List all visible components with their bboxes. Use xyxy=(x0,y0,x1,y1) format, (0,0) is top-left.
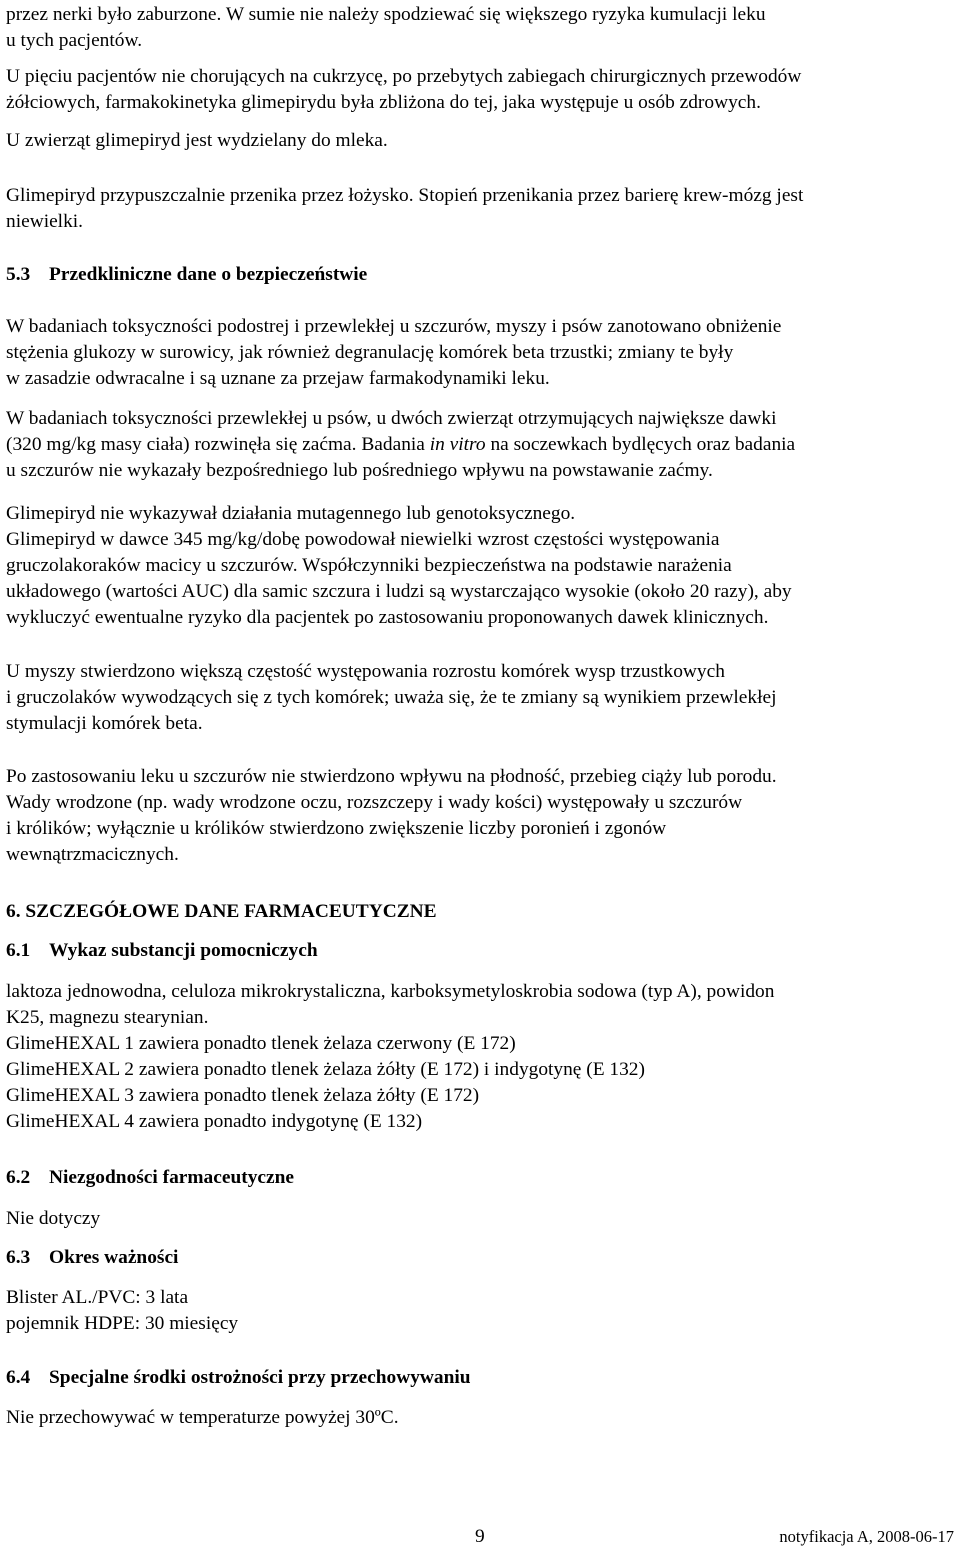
section-6-2-heading xyxy=(6,1165,954,1191)
text-line: stymulacji komórek beta. xyxy=(6,713,203,734)
text-line: stężenia glukozy w surowicy, jak również degranulację komórek beta trzustki; zmiany te były xyxy=(6,342,734,363)
page-number: 9 xyxy=(475,1526,485,1547)
section-6-heading xyxy=(6,899,954,925)
text-line: i gruczolaków wywodzących się z tych komórek; uważa się, że te zmiany są wynikiem przewlekłej xyxy=(6,687,777,708)
section-5-3-heading xyxy=(6,262,954,288)
text-line: niewielki. xyxy=(6,211,84,232)
text-line: Blister AL./PVC: 3 lata xyxy=(6,1287,189,1308)
preclinical-paragraph-2 xyxy=(6,406,954,484)
text-line: Nie dotyczy xyxy=(6,1208,101,1229)
section-number: 6.1 xyxy=(6,940,31,961)
text-line: Po zastosowaniu leku u szczurów nie stwierdzono wpływu na płodność, przebieg ciąży lub porodu. xyxy=(6,766,777,787)
preclinical-paragraph-5 xyxy=(6,764,954,868)
text-line: wykluczyć ewentualne ryzyko dla pacjentek po zastosowaniu proponowanych dawek klinicznych. xyxy=(6,607,769,628)
section-number: 6.3 xyxy=(6,1247,31,1268)
text-line: laktoza jednowodna, celuloza mikrokrystaliczna, karboksymetyloskrobia sodowa (typ A), powidon xyxy=(6,981,775,1002)
section-number: 5.3 xyxy=(6,264,31,285)
storage-text xyxy=(6,1405,954,1431)
section-title: Wykaz substancji pomocniczych xyxy=(49,940,318,961)
text-line: w zasadzie odwracalne i są uznane za przejaw farmakodynamiki leku. xyxy=(6,368,550,389)
placenta-paragraph xyxy=(6,183,954,235)
preclinical-paragraph-3 xyxy=(6,501,954,631)
text-line: U myszy stwierdzono większą częstość występowania rozrostu komórek wysp trzustkowych xyxy=(6,661,725,682)
preclinical-paragraph-1 xyxy=(6,314,954,392)
text-line: wewnątrzmacicznych. xyxy=(6,844,179,865)
text-line: Glimepiryd nie wykazywał działania mutagennego lub genotoksycznego. xyxy=(6,503,576,524)
text-line: u szczurów nie wykazały bezpośredniego lub pośredniego wpływu na powstawanie zaćmy. xyxy=(6,460,713,481)
text-line: U pięciu pacjentów nie chorujących na cukrzycę, po przebytych zabiegach chirurgicznych przewodów xyxy=(6,66,802,87)
text-line: pojemnik HDPE: 30 miesięcy xyxy=(6,1313,239,1334)
section-title: Okres ważności xyxy=(49,1247,179,1268)
text-line: układowego (wartości AUC) dla samic szczura i ludzi są wystarczająco wysokie (około 20 razy), aby xyxy=(6,581,792,602)
section-6-3-heading xyxy=(6,1245,954,1271)
incompatibilities-text xyxy=(6,1206,954,1232)
text-line: u tych pacjentów. xyxy=(6,30,143,51)
section-title: 6. SZCZEGÓŁOWE DANE FARMACEUTYCZNE xyxy=(6,901,437,922)
italic-text: in vitro xyxy=(429,434,486,455)
text-line: W badaniach toksyczności przewlekłej u psów, u dwóch zwierząt otrzymujących największe dawki xyxy=(6,408,777,429)
text-line: przez nerki było zaburzone. W sumie nie należy spodziewać się większego ryzyka kumulacji leku xyxy=(6,4,766,25)
preclinical-paragraph-4 xyxy=(6,659,954,737)
text-line: i królików; wyłącznie u królików stwierdzono zwiększenie liczby poronień i zgonów xyxy=(6,818,667,839)
text-line: K25, magnezu stearynian. xyxy=(6,1007,209,1028)
section-title: Specjalne środki ostrożności przy przechowywaniu xyxy=(49,1367,471,1388)
renal-paragraph xyxy=(6,2,954,54)
footer-note: notyfikacja A, 2008-06-17 xyxy=(779,1527,954,1546)
text-run: (320 mg/kg masy ciała) rozwinęła się zaćma. Badania xyxy=(6,434,430,455)
hepatic-paragraph xyxy=(6,64,954,116)
text-line: Glimepiryd w dawce 345 mg/kg/dobę powodował niewielki wzrost częstości występowania xyxy=(6,529,720,550)
excipients-list xyxy=(6,979,954,1135)
text-line: Nie przechowywać w temperaturze powyżej 30ºC. xyxy=(6,1407,399,1428)
shelf-life-text xyxy=(6,1285,954,1337)
text-line: GlimeHEXAL 3 zawiera ponadto tlenek żelaza żółty (E 172) xyxy=(6,1085,480,1106)
text-run: na soczewkach bydlęcych oraz badania xyxy=(485,434,796,455)
text-line: Wady wrodzone (np. wady wrodzone oczu, rozszczepy i wady kości) występowały u szczurów xyxy=(6,792,743,813)
text-line: W badaniach toksyczności podostrej i przewlekłej u szczurów, myszy i psów zanotowano obniżenie xyxy=(6,316,782,337)
text-line: GlimeHEXAL 4 zawiera ponadto indygotynę (E 132) xyxy=(6,1111,423,1132)
section-number: 6.4 xyxy=(6,1367,31,1388)
text-line: U zwierząt glimepiryd jest wydzielany do mleka. xyxy=(6,130,388,151)
section-title: Przedkliniczne dane o bezpieczeństwie xyxy=(49,264,368,285)
text-line: GlimeHEXAL 2 zawiera ponadto tlenek żelaza żółty (E 172) i indygotynę (E 132) xyxy=(6,1059,645,1080)
text-line xyxy=(6,432,954,458)
milk-paragraph xyxy=(6,128,954,154)
text-line: żółciowych, farmakokinetyka glimepirydu była zbliżona do tej, jaka występuje u osób zdrowych. xyxy=(6,92,761,113)
section-6-1-heading xyxy=(6,938,954,964)
text-line: Glimepiryd przypuszczalnie przenika przez łożysko. Stopień przenikania przez barierę krew-mózg jest xyxy=(6,185,804,206)
section-title: Niezgodności farmaceutyczne xyxy=(49,1167,295,1188)
text-line: GlimeHEXAL 1 zawiera ponadto tlenek żelaza czerwony (E 172) xyxy=(6,1033,516,1054)
section-6-4-heading xyxy=(6,1365,954,1391)
section-number: 6.2 xyxy=(6,1167,31,1188)
text-line: gruczolakoraków macicy u szczurów. Współczynniki bezpieczeństwa na podstawie narażenia xyxy=(6,555,732,576)
